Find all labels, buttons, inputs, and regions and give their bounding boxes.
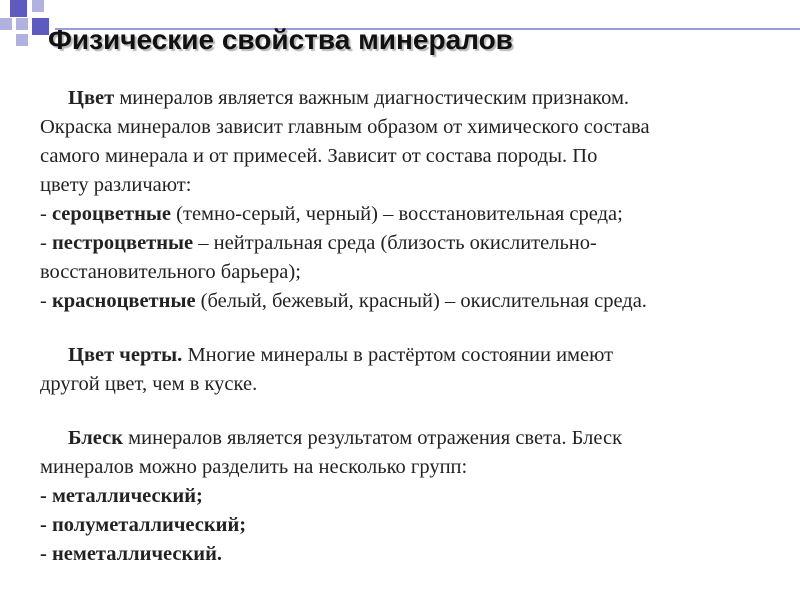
deco-square (32, 0, 44, 12)
color-list-item: - красноцветные (белый, бежевый, красный) – окислительная среда. (40, 290, 647, 312)
color-text-line: Окраска минералов зависит главным образом от химического состава (40, 116, 650, 138)
deco-square (16, 34, 28, 46)
term-color: Цвет (68, 87, 115, 109)
streak-line: Цвет черты. Многие минералы в растёртом состоянии имеют (68, 344, 614, 366)
color-list-item: - пестроцветные – нейтральная среда (близость окислительно- (40, 232, 597, 254)
color-intro-line: Цвет минералов является важным диагностическим признаком. (68, 87, 630, 109)
luster-list-item: - полуметаллический; (40, 514, 247, 536)
luster-line: минералов можно разделить на несколько групп: (40, 456, 468, 478)
color-list-continuation: восстановительного барьера); (40, 261, 301, 283)
color-list-item: - сероцветные (темно-серый, черный) – восстановительная среда; (40, 203, 623, 225)
term-luster: Блеск (68, 427, 124, 449)
slide-body (40, 84, 780, 569)
deco-square (10, 0, 27, 17)
deco-square (32, 18, 49, 35)
luster-list-item: - неметаллический. (40, 543, 223, 565)
color-text-line: самого минерала и от примесей. Зависит от состава породы. По (40, 145, 598, 167)
page-title: Физические свойства минералов (48, 24, 513, 55)
term-streak: Цвет черты. (68, 344, 183, 366)
streak-line: другой цвет, чем в куске. (40, 373, 258, 395)
luster-list-item: - металлический; (40, 485, 203, 507)
spacer (40, 399, 780, 424)
spacer (40, 316, 780, 341)
color-text-line: цвету различают: (40, 174, 192, 196)
deco-square (16, 18, 28, 30)
deco-square (0, 18, 12, 30)
luster-line: Блеск минералов является результатом отражения света. Блеск (68, 427, 623, 449)
